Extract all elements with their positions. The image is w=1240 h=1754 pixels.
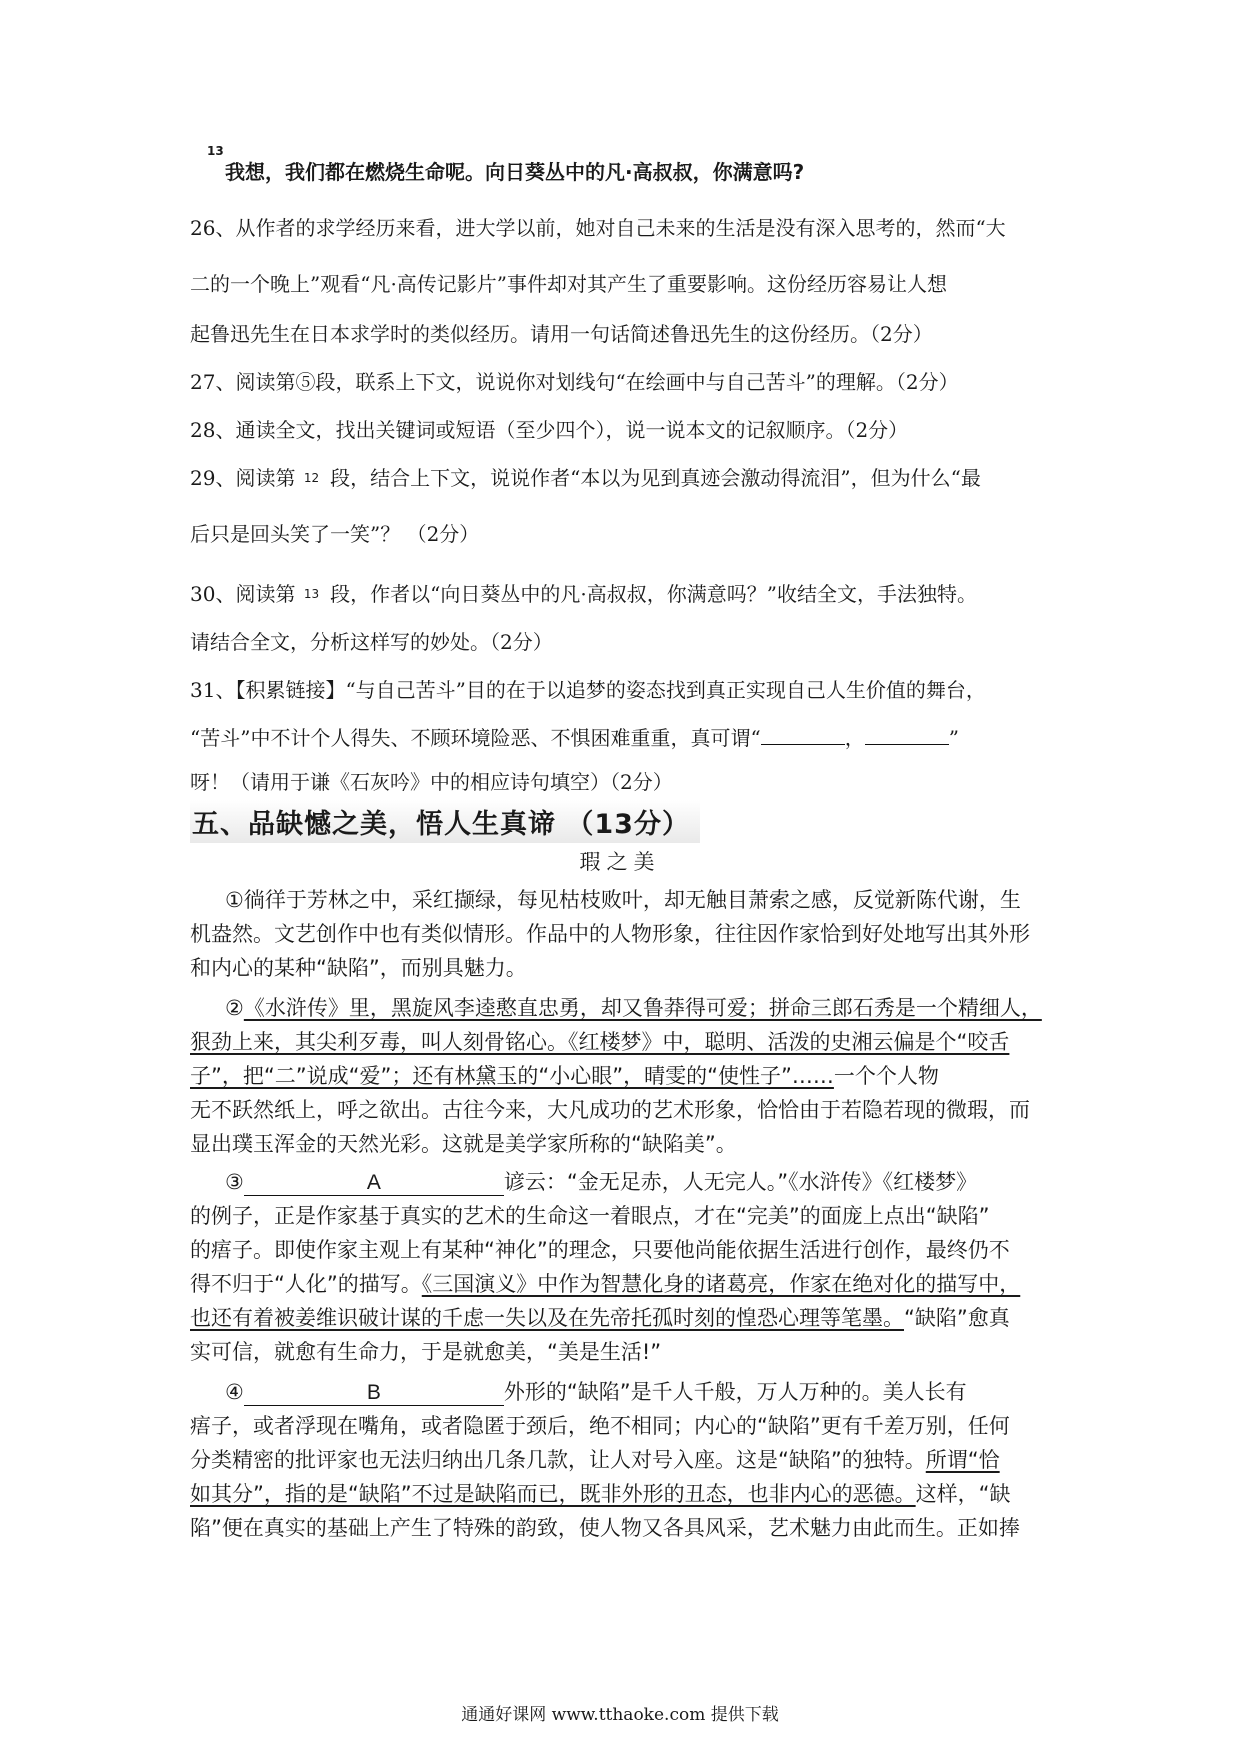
article-p2-line-2	[190, 1026, 1062, 1056]
article-p4-line-3	[190, 1444, 1062, 1474]
intro-text: 我想，我们都在燃烧生命呢。向日葵丛中的凡·高叔叔，你满意吗?	[225, 160, 805, 184]
plain-text: 分类精密的批评家也无法归纳出几条几款，让人对号入座。这是“缺陷”的独特。	[190, 1448, 926, 1472]
fill-blank-2[interactable]	[865, 724, 949, 745]
question-26-line-3: 起鲁迅先生在日本求学时的类似经历。请用一句话简述鲁迅先生的这份经历。（2分）	[190, 322, 933, 346]
question-26-line-1: 26、从作者的求学经历来看，进大学以前，她对自己未来的生活是没有深入思考的，然而“大	[190, 216, 1006, 240]
blank-separator: ，	[844, 726, 865, 750]
article-p1-line-1: ①徜徉于芳林之中，采红撷绿，每见枯枝败叶，却无触目萧索之感，反觉新陈代谢，生	[225, 888, 1021, 912]
fill-blank-1[interactable]	[761, 724, 845, 745]
question-28: 28、通读全文，找出关键词或短语（至少四个），说一说本文的记叙顺序。（2分）	[190, 418, 909, 442]
underlined-text: 如其分”，指的是“缺陷”不过是缺陷而已，既非外形的丑态，也非内心的恶德。	[190, 1482, 916, 1506]
article-p4-line-4	[190, 1478, 1062, 1508]
question-30-line-1	[190, 578, 1070, 607]
article-p3-line-4	[190, 1268, 1062, 1298]
article-p3-line-5	[190, 1302, 1062, 1332]
underlined-text: 也还有着被姜维识破计谋的千虑一失以及在先帝托孤时刻的惶恐心理等笔墨。	[190, 1306, 904, 1330]
paragraph-marker: 13	[303, 587, 320, 601]
article-p2-line-1	[225, 992, 1097, 1022]
article-p1-line-3: 和内心的某种“缺陷”，而别具魅力。	[190, 956, 527, 980]
article-p3-line-1	[225, 1166, 1097, 1196]
question-30-text: 段，作者以“向日葵丛中的凡·高叔叔，你满意吗？”收结全文，手法独特。	[330, 582, 977, 606]
blank-b[interactable]: B	[244, 1381, 504, 1406]
paragraph-number: ③	[225, 1170, 244, 1194]
underlined-text: 《三国演义》中作为智慧化身的诸葛亮，作家在绝对化的描写中，	[421, 1272, 1021, 1296]
underlined-text: 狠劲上来，其尖利歹毒，叫人刻骨铭心。《红楼梦》中，聪明、活泼的史湘云偏是个“咬舌	[190, 1030, 1010, 1054]
underlined-text: 子”，把“二”说成“爱”；还有林黛玉的“小心眼”，晴雯的“使性子”……	[190, 1064, 834, 1088]
intro-line	[207, 144, 1105, 185]
question-31-line-2	[190, 722, 1070, 751]
article-p3-line-3: 的痦子。即使作家主观上有某种“神化”的理念，只要他尚能依据生活进行创作，最终仍不	[190, 1238, 1010, 1262]
question-29-line-2: 后只是回头笑了一笑”？ （2分）	[190, 522, 480, 546]
article-title: 瑕之美	[579, 850, 661, 874]
question-30-line-2: 请结合全文，分析这样写的妙处。（2分）	[190, 630, 553, 654]
question-29-prefix: 29、阅读第	[190, 466, 296, 490]
underlined-text: 所谓“恰	[925, 1448, 1000, 1472]
question-27: 27、阅读第⑤段，联系上下文，说说你对划线句“在绘画中与自己苦斗”的理解。（2分）	[190, 370, 959, 394]
blank-a[interactable]: A	[244, 1171, 504, 1196]
question-31-line-1: 31、【积累链接】“与自己苦斗”目的在于以追梦的姿态找到真正实现自己人生价值的舞台，	[190, 678, 986, 702]
question-31-line-3: 呀！（请用于谦《石灰吟》中的相应诗句填空）（2分）	[190, 770, 673, 794]
article-p4-line-5: 陷”便在真实的基础上产生了特殊的韵致，使人物又各具风采，艺术魅力由此而生。正如捧	[190, 1516, 1020, 1540]
paragraph-number: ②	[225, 996, 244, 1020]
underlined-text: 《水浒传》里，黑旋风李逵憨直忠勇，却又鲁莽得可爱；拼命三郎石秀是一个精细人，	[243, 996, 1042, 1020]
paragraph-marker: 12	[303, 471, 320, 485]
plain-text: 谚云：“金无足赤，人无完人。”《水浒传》《红楼梦》	[503, 1170, 978, 1194]
page-footer: 通通好课网 www.tthaoke.com 提供下载	[461, 1705, 779, 1725]
article-p4-line-2: 痦子，或者浮现在嘴角，或者隐匿于颈后，绝不相同；内心的“缺陷”更有千差万别，任何	[190, 1414, 1010, 1438]
question-30-prefix: 30、阅读第	[190, 582, 296, 606]
plain-text: 外形的“缺陷”是千人千般，万人万种的。美人长有	[503, 1380, 967, 1404]
question-29-text: 段，结合上下文，说说作者“本以为见到真迹会激动得流泪”，但为什么“最	[330, 466, 981, 490]
article-p2-line-4: 无不跃然纸上，呼之欲出。古往今来，大凡成功的艺术形象，恰恰由于若隐若现的微瑕，而	[190, 1098, 1030, 1122]
plain-text: 这样，“缺	[915, 1482, 1011, 1506]
paragraph-marker: 13	[207, 144, 224, 158]
plain-text: 一个个人物	[833, 1064, 939, 1088]
paragraph-number: ④	[225, 1380, 244, 1404]
question-29-line-1	[190, 462, 1070, 491]
plain-text: “缺陷”愈真	[904, 1306, 1010, 1330]
section-heading: 五、品缺憾之美，悟人生真谛 （13分）	[190, 800, 700, 843]
question-31-text: “苦斗”中不计个人得失、不顾环境险恶、不惧困难重重，真可谓“	[190, 726, 761, 750]
article-p3-line-2: 的例子，正是作家基于真实的艺术的生命这一着眼点，才在“完美”的面庞上点出“缺陷”	[190, 1204, 990, 1228]
article-p2-line-5: 显出璞玉浑金的天然光彩。这就是美学家所称的“缺陷美”。	[190, 1132, 737, 1156]
article-p4-line-1	[225, 1376, 1097, 1406]
article-p1-line-2: 机盎然。文艺创作中也有类似情形。作品中的人物形象，往往因作家恰到好处地写出其外形	[190, 922, 1030, 946]
question-26-line-2: 二的一个晚上”观看“凡·高传记影片”事件却对其产生了重要影响。这份经历容易让人想	[190, 272, 948, 296]
plain-text: 得不归于“人化”的描写。	[190, 1272, 422, 1296]
article-p3-line-6: 实可信，就愈有生命力，于是就愈美，“美是生活!”	[190, 1340, 662, 1364]
article-p2-line-3	[190, 1060, 1062, 1090]
closing-quote: ”	[948, 726, 959, 750]
